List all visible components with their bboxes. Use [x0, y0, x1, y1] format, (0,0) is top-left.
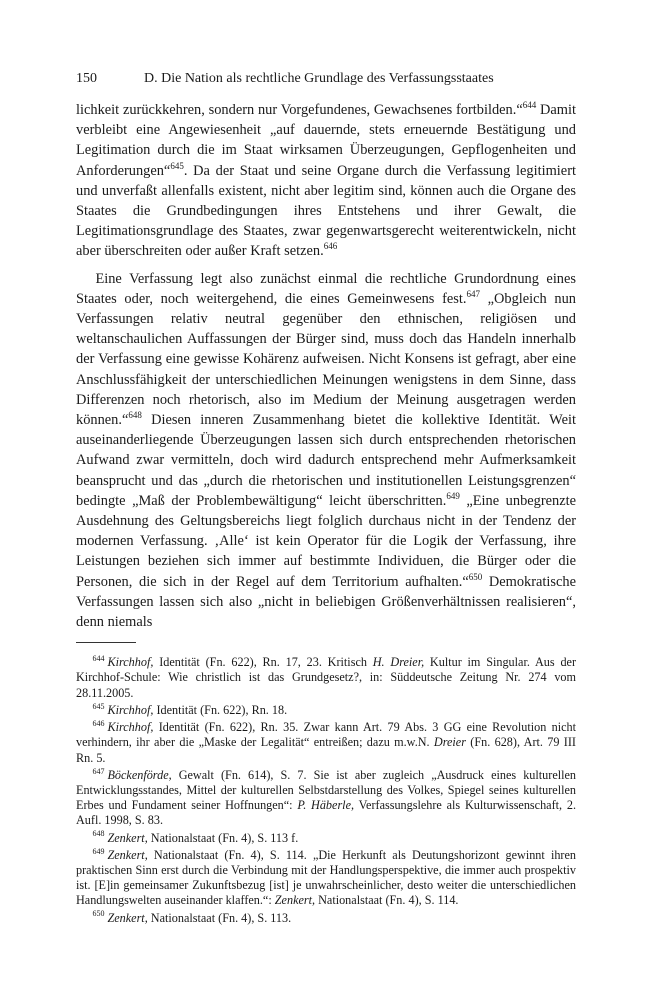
footnote-ref: 647 — [466, 289, 480, 300]
footnote-text: (Fn. 628), Art. 79 III Rn. 5. — [76, 735, 576, 765]
text-run: . Da der Staat und seine Organe durch die Verfassung legitimiert und unverfaßt allenfalls existent, nicht aber legitim sind, können auch die Organe des Staates die Grundbedingungen ihres Entstehens und ihrer Gewalt, die Legitimationsgrundlage des Staates, zwar gegenwartsgerecht weiterentwickeln, nicht aber überschreiten oder außer Kraft setzen. — [76, 162, 576, 260]
running-title: D. Die Nation als rechtliche Grundlage des Verfassungsstaates — [144, 71, 494, 86]
paragraph-1 — [76, 100, 576, 262]
footnote-text: Identität (Fn. 622), Rn. 18. — [153, 702, 288, 717]
footnote-645 — [76, 703, 576, 718]
footnote-648 — [76, 831, 576, 846]
main-text — [76, 100, 576, 632]
book-page — [76, 70, 576, 928]
footnote-text: Gewalt (Fn. 614), S. 7. Sie ist aber zugleich „Ausdruck eines kulturellen Entwicklungsstandes, Mittel der kulturellen Selbstdarstellung des Volkes, Spiegel seines kulturellen Erbes und Fundament seiner Hoffnungen“: — [76, 767, 576, 813]
footnote-647 — [76, 768, 576, 829]
footnote-ref: 646 — [323, 241, 338, 252]
author-name: Zenkert, — [107, 910, 148, 925]
text-run: Damit verbleibt eine Angewiesenheit „auf dauernde, stets erneuernde Bestätigung und Legitimation durch die im Staat wirksamen Überzeugungen, Gepflogenheiten und Anforderungen“ — [76, 102, 576, 179]
footnote-text: Nationalstaat (Fn. 4), S. 114. „Die Herkunft als Deutungshorizont gewinnt ihren praktischen Sinn erst durch die Verbindung mit der Handlungsperspektive, die immer auch prospektiv ist. [E]in gemeinsamer Zukunftsbezug [ist] je unwahrscheinlicher, desto weiter die unterschiedlichen Handlungswelten auseinander klaffen.“: — [76, 847, 576, 908]
running-header — [76, 70, 576, 88]
author-name: Zenkert, — [107, 847, 148, 862]
text-run: „Eine unbegrenzte Ausdehnung des Geltungsbereichs liegt folglich durchaus nicht in der Tendenz der modernen Verfassung. ‚Alle‘ ist kein Operator für die Logik der Verfassung, ihre Leistungen beziehen sich immer auf bestimmte Individuen, die Bürger oder die Personen, die sich in der Regel auf dem Territorium aufhalten.“ — [76, 492, 576, 590]
paragraph-2 — [76, 269, 576, 633]
footnote-ref: 648 — [128, 410, 142, 421]
footnote-ref: 645 — [170, 160, 184, 171]
footnote-text: Nationalstaat (Fn. 4), S. 114. — [315, 893, 459, 908]
author-name: Zenkert, — [274, 893, 316, 908]
page-number: 150 — [76, 71, 97, 86]
footnote-text: Kultur im Singular. Aus der Kirchhof-Schule: Wie christlich ist das Grundgesetz?, in: Süddeutsche Zeitung Nr. 274 vom 28.11.2005. — [76, 655, 576, 700]
footnote-649 — [76, 848, 576, 909]
footnote-ref: 649 — [446, 491, 460, 502]
text-run: Diesen inneren Zusammenhang bietet die kollektive Identität. Weit auseinanderliegende Überzeugungen lassen sich durch entsprechenden rhetorischen Aufwand zwar vermitteln, doch wird dadurch entsprechend mehr Aufmerksamkeit beansprucht und das „durch die rhetorischen und institutionellen Leistungsgrenzen“ bedingte „Maß der Problembewältigung“ leicht überschritten. — [76, 412, 576, 509]
text-run: „Obgleich nun Verfassungen relativ neutral gegenüber den ethnischen, religiösen und weltanschaulichen Auffassungen der Bürger sind, muss doch das Handeln innerhalb der Verfassung eine gewisse Kohärenz aufweisen. Nicht Konsens ist gefragt, aber eine Anschlussfähigkeit der unterschiedlichen Meinungen wenigstens in dem Sinne, dass Differenzen noch rhetorisch, also im Medium der Meinung ausgetragen werden können.“ — [76, 290, 576, 429]
footnote-text: Nationalstaat (Fn. 4), S. 113. — [147, 910, 292, 925]
footnote-number: 649 — [92, 846, 105, 856]
footnote-text: Nationalstaat (Fn. 4), S. 113 f. — [147, 830, 299, 845]
author-name: P. Häberle, — [297, 798, 355, 813]
author-name: Kirchhof, — [107, 655, 154, 670]
footnote-number: 647 — [92, 766, 105, 776]
footnote-number: 644 — [92, 654, 105, 664]
footnotes-section — [76, 655, 576, 925]
footnote-number: 650 — [92, 909, 105, 919]
text-run: Eine Verfassung legt also zunächst einmal die rechtliche Grundordnung eines Staates oder, noch weitergehend, die eines Gemeinwesens fest. — [76, 270, 576, 307]
footnote-number: 648 — [92, 829, 105, 839]
footnote-644 — [76, 655, 576, 701]
author-name: Kirchhof, — [107, 720, 154, 735]
footnote-divider — [76, 642, 136, 643]
footnote-ref: 644 — [522, 100, 537, 111]
footnote-number: 646 — [92, 719, 105, 729]
footnote-650 — [76, 911, 576, 926]
footnote-number: 645 — [92, 701, 105, 711]
footnote-ref: 650 — [468, 571, 483, 582]
footnote-text: Identität (Fn. 622), Rn. 17, 23. Kritisch — [153, 655, 373, 670]
author-name: H. Dreier, — [372, 655, 425, 670]
author-name: Böckenförde, — [107, 767, 172, 782]
footnote-text: Verfassungslehre als Kulturwissenschaft, 2. Aufl. 1998, S. 83. — [76, 798, 577, 828]
author-name: Dreier — [433, 735, 466, 750]
footnote-646 — [76, 720, 576, 766]
text-run: Demokratische Verfassungen lassen sich also „nicht in beliebigen Größenverhältnissen realisieren“, denn niemals — [76, 573, 576, 631]
text-run: lichkeit zurückkehren, sondern nur Vorgefundenes, Gewachsenes fortbilden.“ — [76, 102, 523, 118]
author-name: Kirchhof, — [107, 702, 154, 717]
footnote-text: Identität (Fn. 622), Rn. 35. Zwar kann Art. 79 Abs. 3 GG eine Revolution nicht verhindern, ihr aber die „Maske der Legalität“ entreißen; dazu m.w.N. — [76, 720, 576, 750]
author-name: Zenkert, — [107, 830, 148, 845]
